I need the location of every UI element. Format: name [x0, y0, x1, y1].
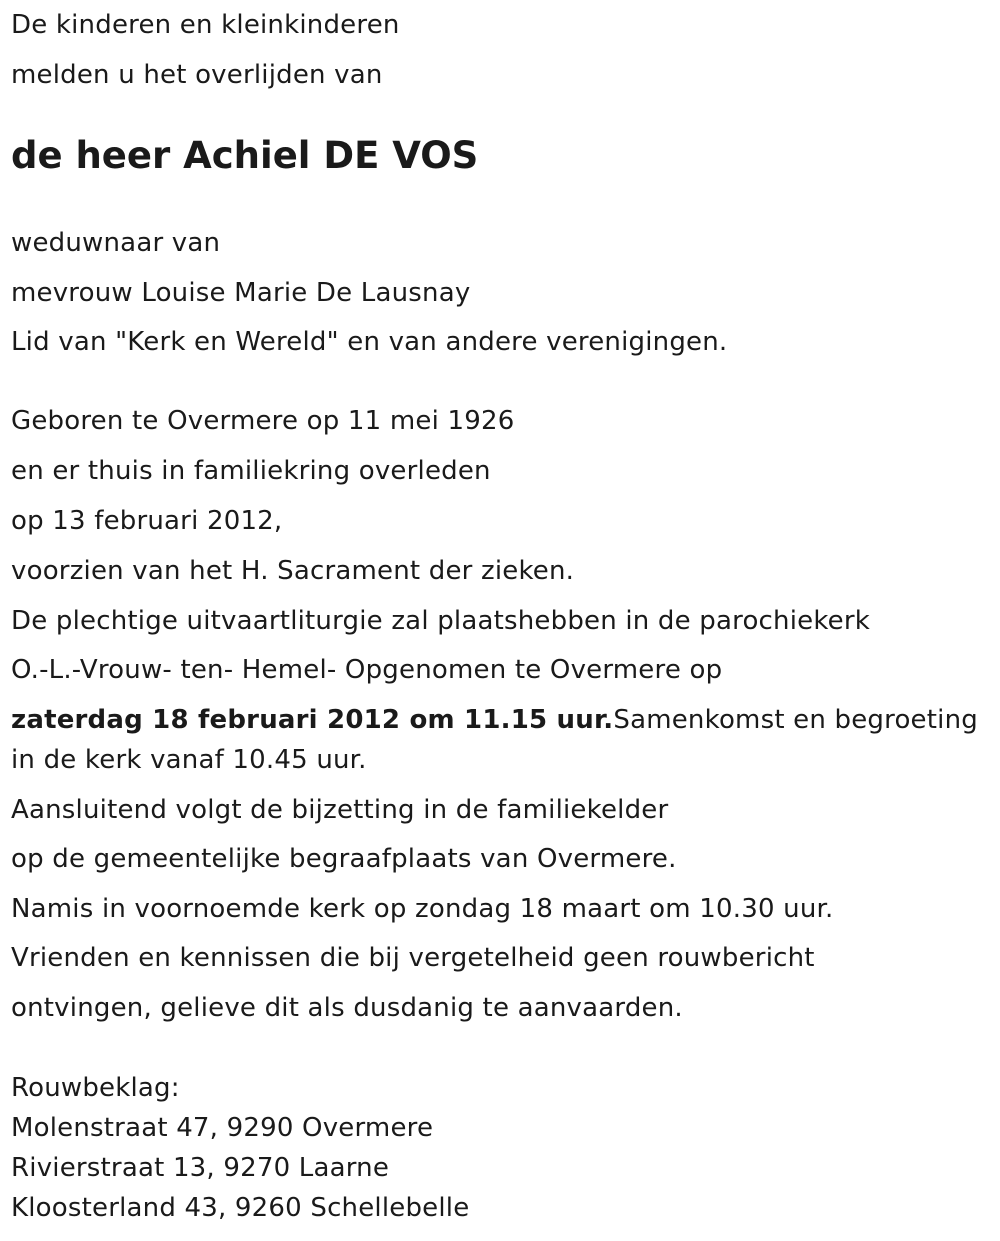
detail-line-12: ontvingen, gelieve dit als dusdanig te aanvaarden.	[11, 993, 683, 1023]
detail-line-10: Namis in voornoemde kerk op zondag 18 maart om 10.30 uur.	[11, 894, 834, 924]
relation-line-2: mevrouw Louise Marie De Lausnay	[11, 278, 471, 308]
ceremony-date: zaterdag 18 februari 2012 om 11.15 uur.	[11, 705, 614, 735]
ceremony-gathering: Samenkomst en begroeting in de kerk vanaf 10.45 uur.	[11, 705, 978, 775]
mourning-address: Kloosterland 43, 9260 Schellebelle	[11, 1193, 470, 1223]
mourning-heading: Rouwbeklag:	[11, 1073, 180, 1103]
detail-line-3: op 13 februari 2012,	[11, 506, 283, 536]
ceremony-paragraph	[11, 700, 986, 780]
detail-line-6: O.-L.-Vrouw- ten- Hemel- Opgenomen te Overmere op	[11, 655, 723, 685]
intro-line-2: melden u het overlijden van	[11, 60, 383, 90]
mourning-address: Rivierstraat 13, 9270 Laarne	[11, 1153, 390, 1183]
intro-line-1: De kinderen en kleinkinderen	[11, 10, 400, 40]
detail-line-2: en er thuis in familiekring overleden	[11, 456, 491, 486]
detail-line-1: Geboren te Overmere op 11 mei 1926	[11, 406, 515, 436]
relation-line-1: weduwnaar van	[11, 228, 221, 258]
detail-line-9: op de gemeentelijke begraafplaats van Overmere.	[11, 844, 677, 874]
detail-line-5: De plechtige uitvaartliturgie zal plaatshebben in de parochiekerk	[11, 606, 871, 636]
deceased-name: de heer Achiel DE VOS	[11, 134, 479, 177]
detail-line-4: voorzien van het H. Sacrament der zieken.	[11, 556, 575, 586]
detail-line-8: Aansluitend volgt de bijzetting in de familiekelder	[11, 795, 669, 825]
mourning-address: Molenstraat 47, 9290 Overmere	[11, 1113, 434, 1143]
detail-line-11: Vrienden en kennissen die bij vergetelheid geen rouwbericht	[11, 943, 815, 973]
relation-line-3: Lid van "Kerk en Wereld" en van andere verenigingen.	[11, 327, 728, 357]
